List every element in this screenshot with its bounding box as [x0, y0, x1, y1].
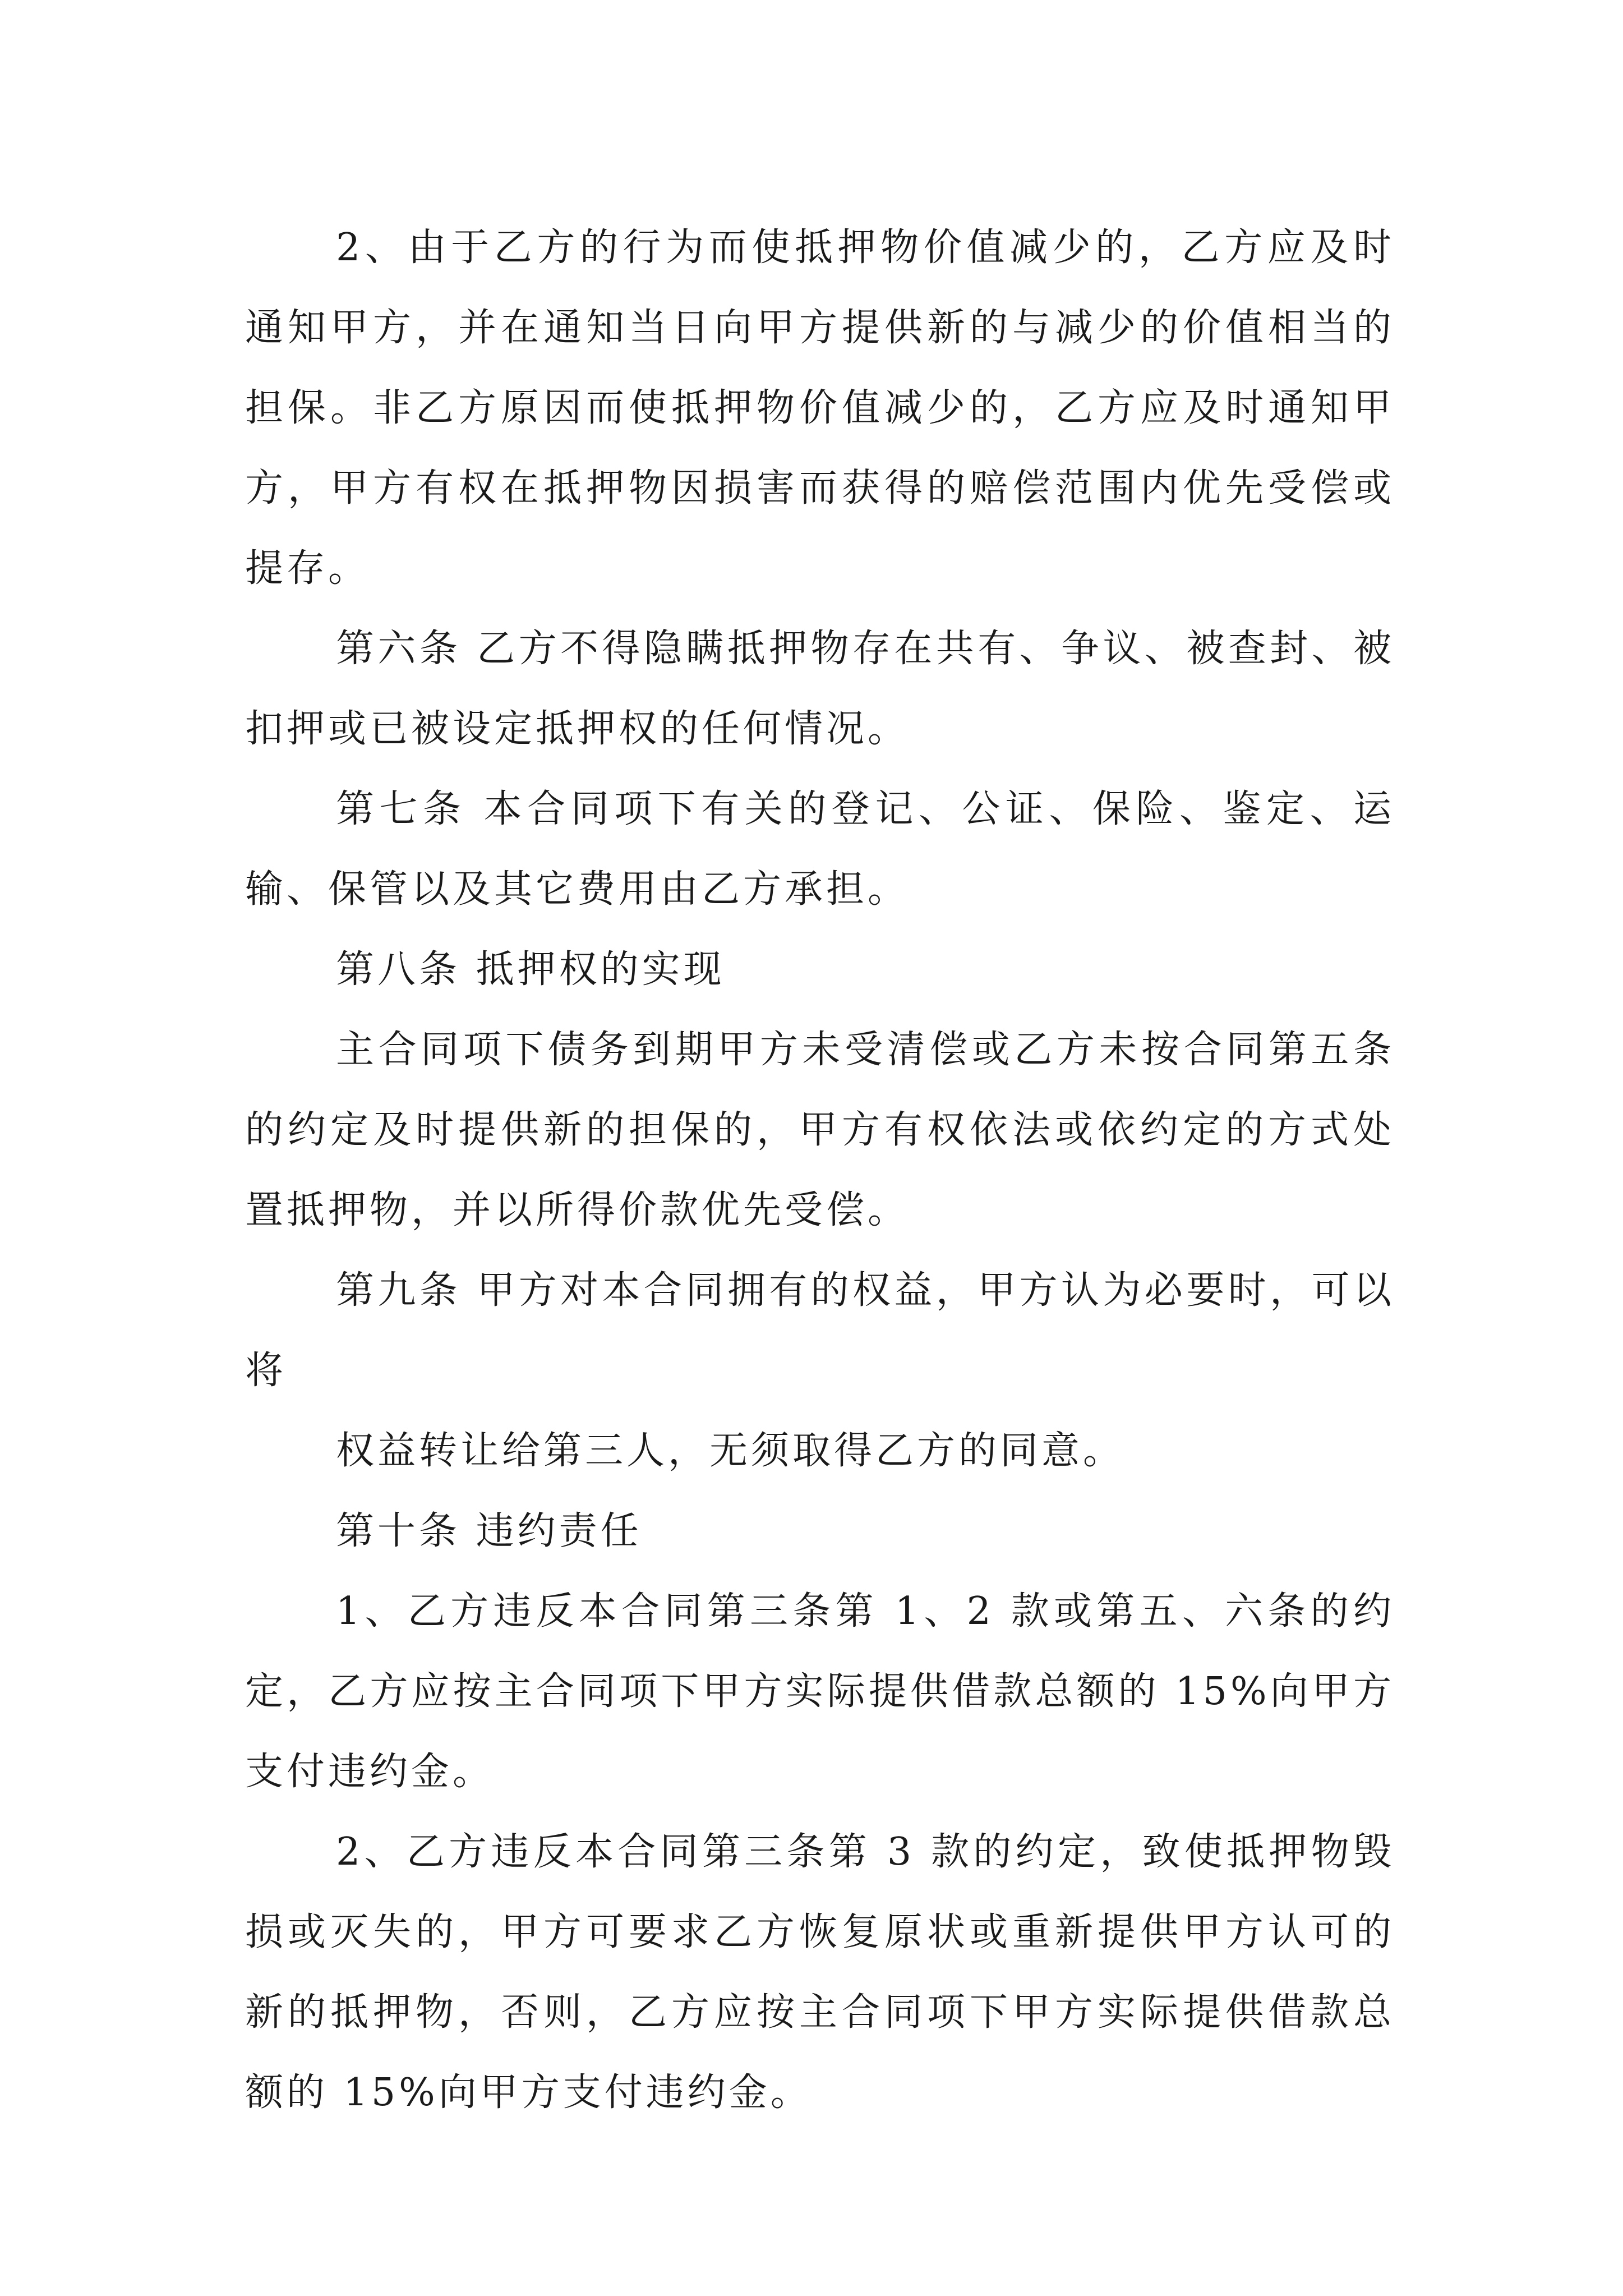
heading-article-10: 第十条 违约责任	[336, 1509, 642, 1553]
contract-body	[245, 208, 1395, 2133]
paragraph-article-9: 第九条 甲方对本合同拥有的权益，甲方认为必要时，可以将	[245, 1268, 1395, 1393]
paragraph-article-8-body: 主合同项下债务到期甲方未受清偿或乙方未按合同第五条的约定及时提供新的担保的，甲方有权依法或依约定的方式处置抵押物，并以所得价款优先受偿。	[245, 1028, 1395, 1232]
paragraph-article-10-item-1: 1、乙方违反本合同第三条第 1、2 款或第五、六条的约定，乙方应按主合同项下甲方实际提供借款总额的 15%向甲方支付违约金。	[245, 1589, 1395, 1794]
heading-article-8: 第八条 抵押权的实现	[336, 947, 725, 992]
paragraph-article-7: 第七条 本合同项下有关的登记、公证、保险、鉴定、运输、保管以及其它费用由乙方承担。	[245, 787, 1395, 912]
paragraph-clause-5-item-2: 2、由于乙方的行为而使抵押物价值减少的，乙方应及时通知甲方，并在通知当日向甲方提供新的与减少的价值相当的担保。非乙方原因而使抵押物价值减少的，乙方应及时通知甲方，甲方有权在抵押物因损害而获得的赔偿范围内优先受偿或提存。	[245, 226, 1395, 591]
paragraph-article-9-continued: 权益转让给第三人，无须取得乙方的同意。	[336, 1429, 1125, 1473]
paragraph-article-6: 第六条 乙方不得隐瞒抵押物存在共有、争议、被查封、被扣押或已被设定抵押权的任何情况。	[245, 627, 1395, 751]
paragraph-article-10-item-2: 2、乙方违反本合同第三条第 3 款的约定，致使抵押物毁损或灭失的，甲方可要求乙方恢复原状或重新提供甲方认可的新的抵押物，否则，乙方应按主合同项下甲方实际提供借款总额的 15%向甲方支付违约金。	[245, 1830, 1395, 2115]
